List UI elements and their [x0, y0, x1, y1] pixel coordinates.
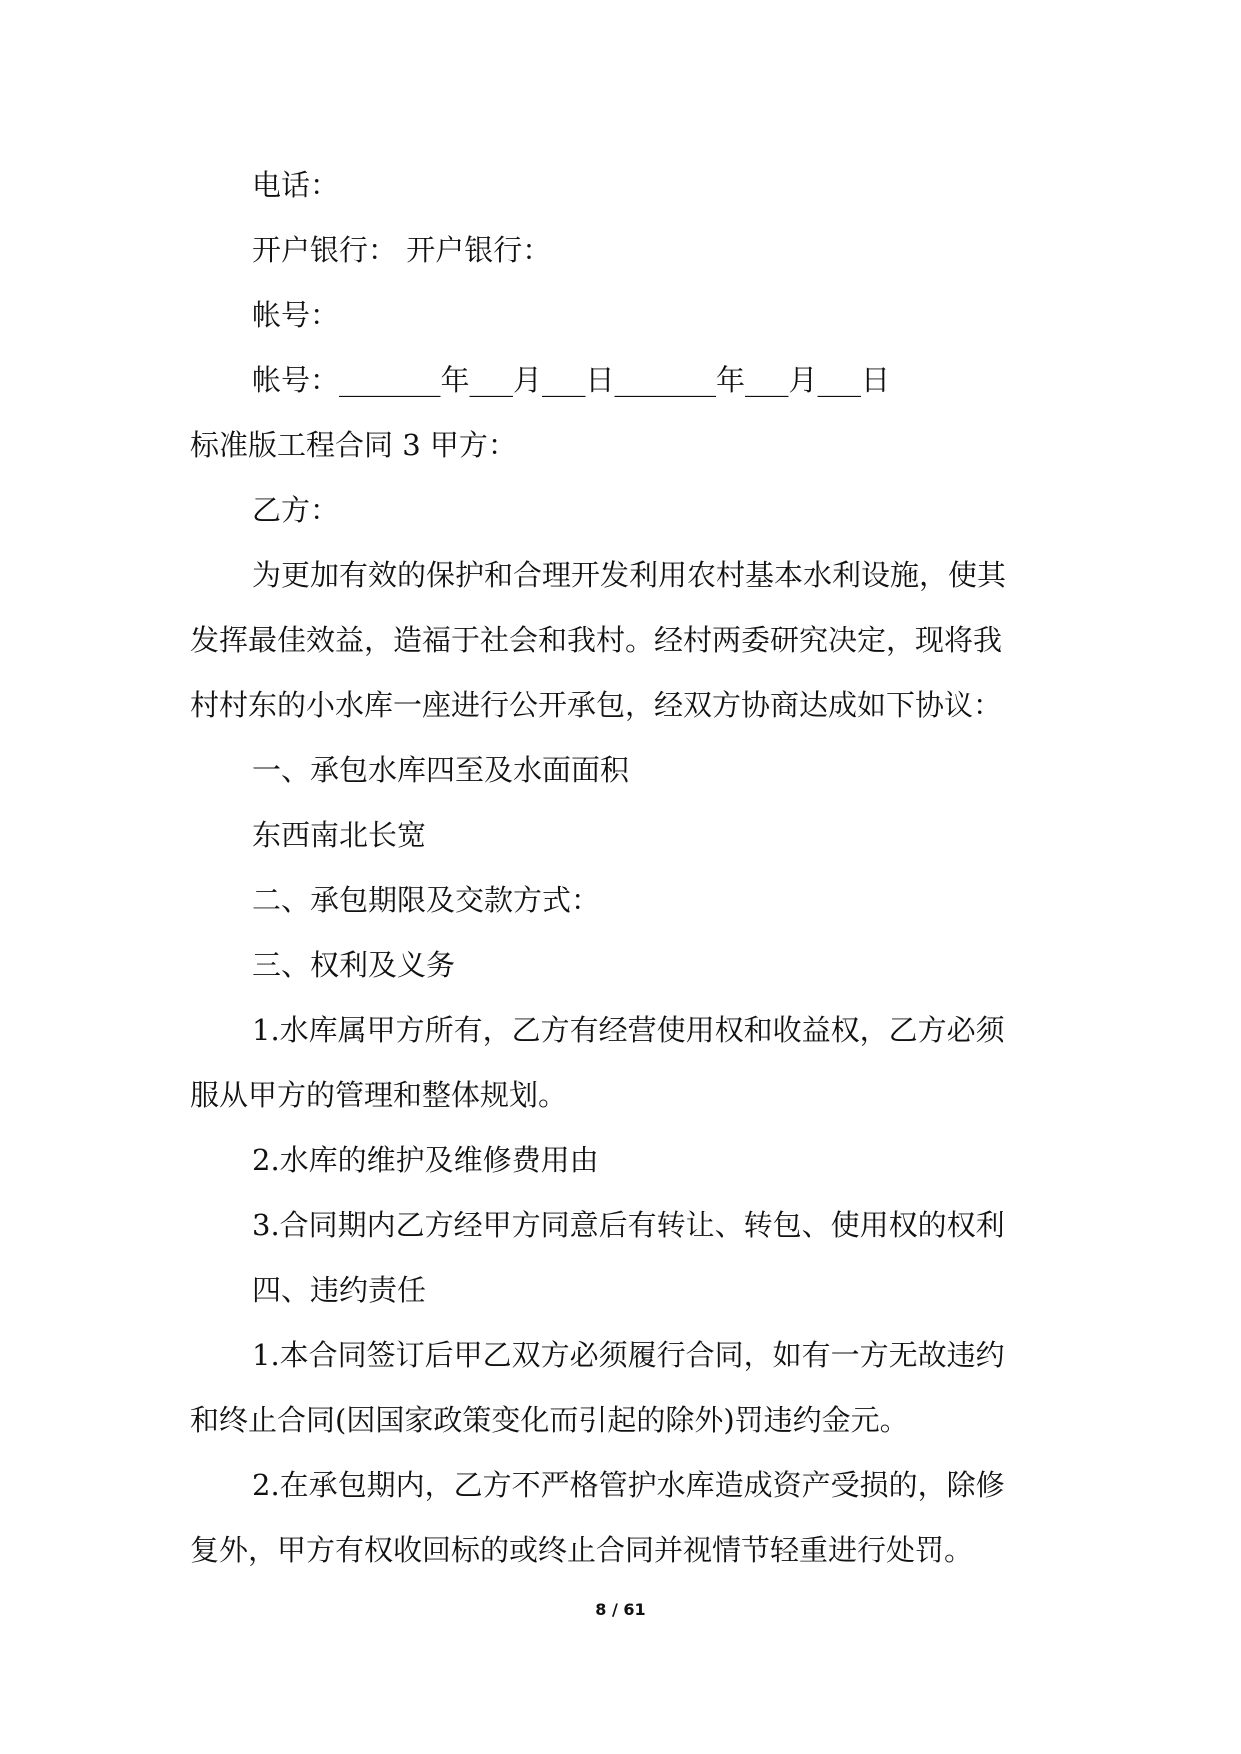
text-line: 1.水库属甲方所有，乙方有经营使用权和收益权，乙方必须 [252, 1013, 1005, 1047]
text-line: 东西南北长宽 [252, 818, 427, 852]
text-line: 电话： [252, 168, 340, 202]
text-line: 四、违约责任 [252, 1273, 427, 1307]
text-line: 村村东的小水库一座进行公开承包，经双方协商达成如下协议： [190, 688, 1003, 722]
page-number: 8 / 61 [595, 1600, 646, 1619]
text-line: 2.在承包期内，乙方不严格管护水库造成资产受损的，除修 [252, 1468, 1005, 1502]
text-line: 帐号：_______年___月___日_______年___月___日 [252, 363, 891, 397]
text-line: 三、权利及义务 [252, 948, 456, 982]
text-line: 复外，甲方有权收回标的或终止合同并视情节轻重进行处罚。 [190, 1533, 974, 1567]
text-line: 乙方： [252, 493, 340, 527]
text-line: 开户银行： 开户银行： [252, 233, 552, 267]
text-line: 2.水库的维护及维修费用由 [252, 1143, 599, 1177]
text-line: 发挥最佳效益，造福于社会和我村。经村两委研究决定，现将我 [190, 623, 1003, 657]
text-line: 标准版工程合同 3 甲方： [190, 428, 517, 462]
text-line: 和终止合同(因国家政策变化而引起的除外)罚违约金元。 [190, 1403, 909, 1437]
text-line: 1.本合同签订后甲乙双方必须履行合同，如有一方无故违约 [252, 1338, 1005, 1372]
text-line: 服从甲方的管理和整体规划。 [190, 1078, 568, 1112]
text-line: 3.合同期内乙方经甲方同意后有转让、转包、使用权的权利 [252, 1208, 1005, 1242]
text-line: 为更加有效的保护和合理开发利用农村基本水利设施，使其 [252, 558, 1007, 592]
text-line: 一、承包水库四至及水面面积 [252, 753, 630, 787]
text-line: 帐号： [252, 298, 340, 332]
text-line: 二、承包期限及交款方式： [252, 883, 601, 917]
